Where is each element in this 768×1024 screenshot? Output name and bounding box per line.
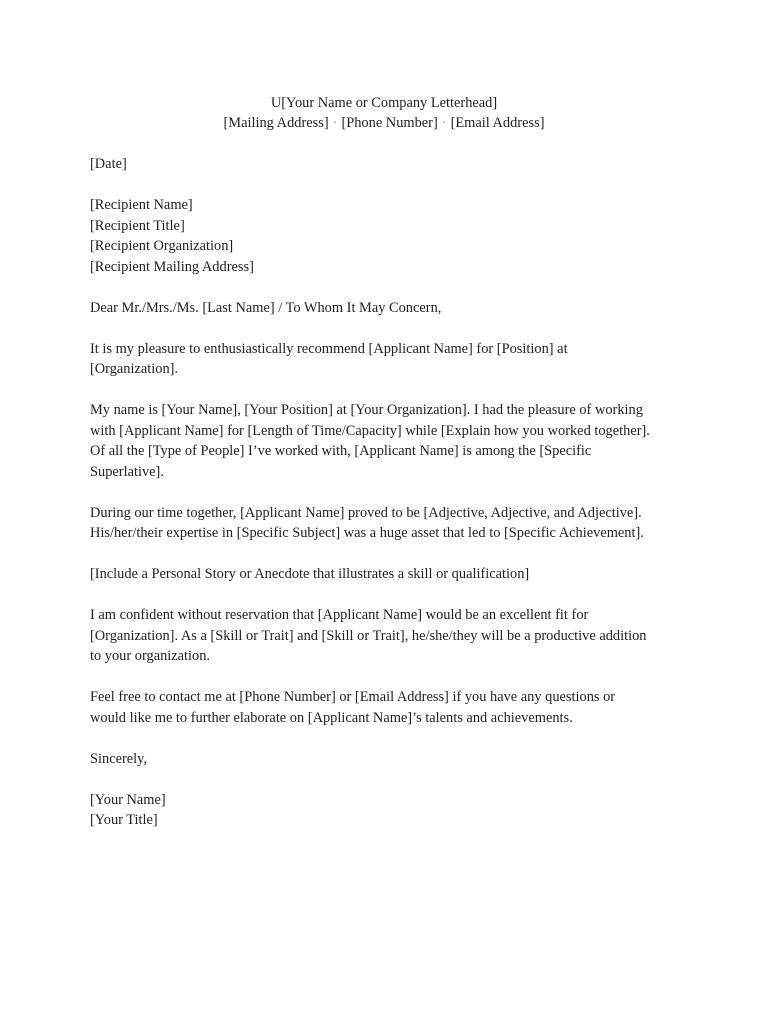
paragraph-line: It is my pleasure to enthusiastically recommend [Applicant Name] for [Position] at — [90, 340, 568, 357]
paragraph-line: [Include a Personal Story or Anecdote that illustrates a skill or qualification] — [90, 566, 530, 582]
paragraph-anecdote — [90, 564, 690, 585]
letterhead-separator: · — [441, 115, 447, 131]
recipient-block — [90, 195, 690, 277]
letterhead-mailing-address: [Mailing Address] — [223, 115, 329, 131]
signature-name: [Your Name] — [90, 791, 166, 808]
recipient-name: [Recipient Name] — [90, 197, 193, 213]
paragraph-line: Feel free to contact me at [Phone Number] or [Email Address] if you have any questions or — [90, 689, 616, 705]
recipient-mailing-address: [Recipient Mailing Address] — [90, 258, 254, 275]
letterhead-separator: · — [332, 115, 338, 131]
letterhead-email-address: [Email Address] — [450, 115, 545, 131]
paragraph-line: Of all the [Type of People] I’ve worked with, [Applicant Name] is among the [Specific — [90, 443, 592, 459]
paragraph-qualities — [90, 503, 690, 544]
paragraph-contact — [90, 687, 690, 728]
paragraph-recommendation — [90, 339, 690, 380]
paragraph-line: His/her/their expertise in [Specific Subject] was a huge asset that led to [Specific Achievement]. — [90, 525, 644, 541]
recipient-title: [Recipient Title] — [90, 217, 185, 234]
letterhead-name: U[Your Name or Company Letterhead] — [270, 95, 498, 111]
paragraph-line: with [Applicant Name] for [Length of Time/Capacity] while [Explain how you worked together]. — [90, 422, 650, 439]
paragraph-line: to your organization. — [90, 648, 211, 664]
letter-body — [90, 154, 690, 831]
paragraph-line: Superlative]. — [90, 463, 164, 480]
recipient-organization: [Recipient Organization] — [90, 238, 234, 254]
salutation: Dear Mr./Mrs./Ms. [Last Name] / To Whom It May Concern, — [90, 299, 442, 316]
signature-block — [90, 790, 690, 831]
paragraph-line: [Organization]. — [90, 361, 179, 377]
paragraph-line: would like me to further elaborate on [Applicant Name]’s talents and achievements. — [90, 709, 573, 726]
paragraph-line: I am confident without reservation that [Applicant Name] would be an excellent fit for — [90, 607, 589, 623]
letterhead-phone-number: [Phone Number] — [341, 115, 438, 131]
paragraph-line: During our time together, [Applicant Name] proved to be [Adjective, Adjective, and Adjective]. — [90, 504, 642, 521]
paragraph-line: [Organization]. As a [Skill or Trait] and [Skill or Trait], he/she/they will be a productive addition — [90, 627, 647, 644]
paragraph-introduction — [90, 400, 690, 482]
signature-title: [Your Title] — [90, 812, 158, 828]
paragraph-confidence — [90, 605, 690, 667]
paragraph-line: My name is [Your Name], [Your Position] at [Your Organization]. I had the pleasure of working — [90, 402, 643, 418]
letterhead-contact-line — [0, 113, 768, 134]
letter-date: [Date] — [90, 156, 127, 172]
closing: Sincerely, — [90, 750, 148, 767]
